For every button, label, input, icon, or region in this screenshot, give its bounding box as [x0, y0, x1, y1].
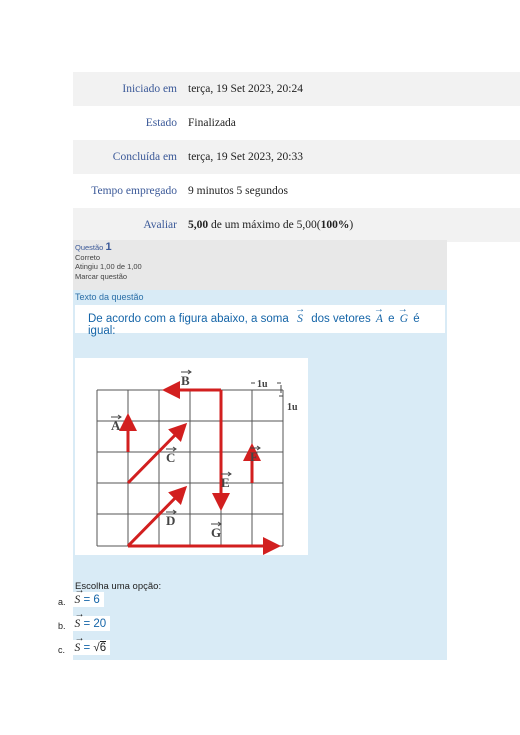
label-a: A	[111, 418, 121, 433]
statement-part: é igual:	[88, 313, 420, 337]
arrow-d	[128, 488, 185, 546]
question-grade: Atingiu 1,00 de 1,00	[75, 262, 142, 271]
vector-g: → G	[398, 313, 410, 325]
summary-label: Estado	[145, 117, 177, 129]
question-prefix: Questão	[75, 243, 104, 252]
summary-row-time	[73, 174, 520, 208]
question-text-header: Texto da questão	[75, 292, 144, 302]
grade-close: )	[349, 219, 354, 231]
option-letter: b.	[58, 621, 66, 631]
vector-s: → S	[75, 618, 81, 630]
summary-value: terça, 19 Set 2023, 20:33	[188, 151, 303, 163]
summary-row-state	[73, 106, 520, 140]
summary-value: Finalizada	[188, 117, 236, 129]
summary-label: Iniciado em	[122, 83, 177, 95]
option-a[interactable]	[58, 592, 104, 607]
label-b: B	[181, 373, 190, 388]
summary-value: 9 minutos 5 segundos	[188, 185, 288, 197]
question-number	[75, 243, 447, 253]
vector-grid-figure	[75, 358, 308, 555]
unit-v: 1u	[287, 402, 298, 413]
option-answer	[71, 616, 111, 631]
option-eq: = 20	[80, 618, 107, 630]
option-letter: a.	[58, 597, 66, 607]
sqrt-icon: √	[93, 642, 100, 654]
flag-question-link[interactable]: Marcar questão	[75, 271, 128, 281]
statement-part: dos vetores	[311, 313, 371, 325]
option-b[interactable]	[58, 616, 110, 631]
question-number-value: 1	[105, 241, 112, 253]
label-c: C	[166, 450, 176, 465]
question-status: Correto	[75, 252, 101, 262]
label-f: F	[250, 449, 258, 464]
question-statement	[75, 305, 445, 337]
summary-label: Tempo empregado	[91, 185, 177, 197]
vector-a: → A	[374, 313, 385, 325]
vector-overbars	[111, 370, 283, 526]
sqrt-radicand: 6	[99, 642, 107, 654]
option-answer	[71, 640, 111, 655]
option-eq: =	[80, 642, 94, 654]
unit-h: 1u	[257, 379, 268, 390]
summary-value: terça, 19 Set 2023, 20:24	[188, 83, 303, 95]
option-eq: = 6	[80, 594, 100, 606]
vector-s: → S	[75, 642, 81, 654]
vector-labels	[111, 373, 298, 540]
arrow-c	[128, 425, 185, 483]
option-c[interactable]	[58, 640, 110, 655]
vector-s: → S	[75, 594, 81, 606]
summary-row-grade	[73, 208, 520, 242]
choose-option-label: Escolha uma opção:	[75, 581, 162, 592]
summary-value	[185, 219, 520, 231]
question-info	[73, 240, 447, 290]
grade-text: de um máximo de 5,00(	[208, 219, 321, 231]
summary-row-started	[73, 72, 520, 106]
vector-grid-svg	[75, 358, 308, 555]
summary-label: Avaliar	[143, 219, 177, 231]
grade-percent: 100%	[320, 219, 350, 231]
question-text-panel	[73, 290, 447, 660]
summary-label: Concluída em	[112, 151, 177, 163]
vector-s: → S	[295, 313, 305, 325]
grade-score: 5,00	[188, 219, 209, 231]
statement-part: e	[388, 313, 395, 325]
grid-lines	[97, 390, 283, 546]
attempt-summary	[73, 72, 520, 242]
label-e: E	[221, 475, 230, 490]
statement-part: De acordo com a figura abaixo, a soma	[88, 313, 289, 325]
label-g: G	[211, 525, 222, 540]
vector-arrows	[128, 390, 278, 546]
label-d: D	[166, 513, 176, 528]
option-letter: c.	[58, 645, 66, 655]
option-answer	[71, 592, 104, 607]
summary-row-completed	[73, 140, 520, 174]
